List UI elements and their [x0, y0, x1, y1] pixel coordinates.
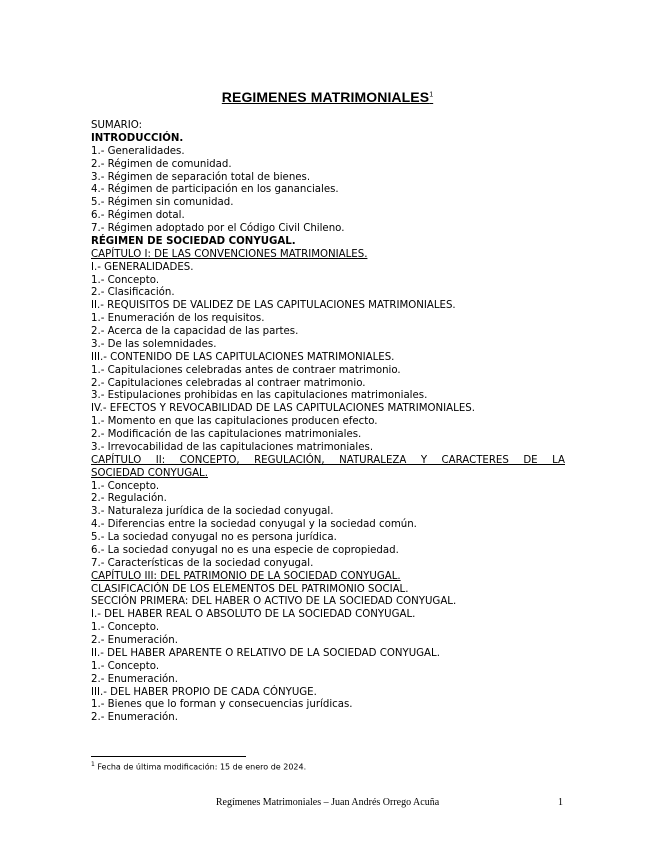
toc-line-text: 3.- Estipulaciones prohibidas en las capitulaciones matrimoniales. — [91, 390, 428, 402]
toc-line — [91, 236, 565, 249]
document-title-text: REGIMENES MATRIMONIALES — [221, 89, 430, 105]
toc-line-text: II.- DEL HABER APARENTE O RELATIVO DE LA SOCIEDAD CONYUGAL. — [91, 647, 440, 659]
title-footnote-ref[interactable]: 1 — [429, 91, 434, 99]
toc-line — [91, 674, 565, 687]
toc-line — [91, 262, 565, 275]
toc-line — [91, 532, 565, 545]
toc-line-text: 2.- Enumeración. — [91, 635, 178, 646]
toc-line-text: 3.- De las solemnidades. — [91, 338, 217, 350]
toc-line — [91, 416, 565, 429]
toc-line-text: 3.- Irrevocabilidad de las capitulaciones matrimoniales. — [91, 441, 374, 453]
toc-line-text: 3.- Régimen de separación total de bienes. — [91, 171, 311, 183]
toc-line — [91, 352, 565, 365]
toc-line — [91, 429, 565, 442]
document-title — [0, 89, 655, 105]
toc-line-text: 4.- Diferencias entre la sociedad conyugal y la sociedad común. — [91, 519, 417, 531]
toc-line — [91, 159, 565, 172]
toc-line-text: 1.- Enumeración de los requisitos. — [91, 313, 265, 325]
toc-line-text: 5.- Régimen sin comunidad. — [91, 197, 234, 209]
toc-line — [91, 622, 565, 635]
toc-line — [91, 596, 565, 609]
toc-line-text: 7.- Características de la sociedad conyugal. — [91, 557, 314, 569]
toc-line: CAPÍTULO II: CONCEPTO, REGULACIÓN, NATURALEZA Y CARACTERES DE LA — [91, 454, 565, 466]
toc-line — [91, 339, 565, 352]
toc-line — [91, 442, 565, 455]
toc-line-text: 2.- Capitulaciones celebradas al contraer matrimonio. — [91, 377, 366, 389]
toc-line — [91, 699, 565, 712]
footnote-marker: 1 — [91, 761, 95, 768]
footnote-separator — [91, 756, 246, 757]
toc-line-text: 1.- Concepto. — [91, 274, 160, 286]
toc-line-text: 2.- Modificación de las capitulaciones matrimoniales. — [91, 429, 362, 440]
toc-line — [91, 648, 565, 661]
toc-line — [91, 184, 565, 197]
toc-line-text: 7.- Régimen adoptado por el Código Civil Chileno. — [91, 223, 345, 234]
toc-line — [91, 133, 565, 146]
toc-line — [91, 403, 565, 416]
toc-line-text: III.- DEL HABER PROPIO DE CADA CÓNYUGE. — [91, 686, 317, 698]
toc-line — [91, 584, 565, 597]
toc-line-text: IV.- EFECTOS Y REVOCABILIDAD DE LAS CAPITULACIONES MATRIMONIALES. — [91, 403, 475, 415]
toc-line — [91, 390, 565, 403]
footnote-text: Fecha de última modificación: 15 de enero de 2024. — [97, 762, 307, 772]
toc-line — [91, 287, 565, 300]
toc-line — [91, 313, 565, 326]
toc-line-text: 1.- Momento en que las capitulaciones producen efecto. — [91, 416, 378, 428]
toc-line-text: 2.- Régimen de comunidad. — [91, 158, 232, 170]
toc-line — [91, 712, 565, 725]
toc-line — [91, 326, 565, 339]
toc-line — [91, 210, 565, 223]
toc-line-text: III.- CONTENIDO DE LAS CAPITULACIONES MATRIMONIALES. — [91, 351, 395, 363]
toc-line-text: II.- REQUISITOS DE VALIDEZ DE LAS CAPITULACIONES MATRIMONIALES. — [91, 300, 456, 312]
toc-line — [91, 571, 565, 584]
toc-line-text: 1.- Capitulaciones celebradas antes de contraer matrimonio. — [91, 364, 401, 376]
toc-line-text: 1.- Bienes que lo forman y consecuencias jurídicas. — [91, 699, 353, 711]
toc-line — [91, 197, 565, 210]
toc-line-text: I.- DEL HABER REAL O ABSOLUTO DE LA SOCIEDAD CONYUGAL. — [91, 609, 416, 621]
toc-line-text: 2.- Enumeración. — [91, 712, 178, 724]
toc-line-text: 1.- Concepto. — [91, 480, 160, 492]
page-footer: Regímenes Matrimoniales – Juan Andrés Orrego Acuña — [215, 797, 440, 808]
toc-line-text: 1.- Concepto. — [91, 622, 160, 634]
toc-line-text: 2.- Clasificación. — [91, 287, 175, 299]
toc-line — [91, 661, 565, 674]
toc-line — [91, 365, 565, 378]
toc-line — [91, 468, 565, 481]
toc-line — [91, 545, 565, 558]
toc-line — [91, 146, 565, 159]
toc-line — [91, 609, 565, 622]
toc-line-text: CAPÍTULO III: DEL PATRIMONIO DE LA SOCIEDAD CONYUGAL. — [91, 570, 401, 582]
footnote — [91, 761, 306, 772]
table-of-contents — [91, 120, 565, 725]
toc-line-text: 6.- La sociedad conyugal no es una especie de copropiedad. — [91, 544, 399, 556]
toc-line-text: 6.- Régimen dotal. — [91, 210, 185, 222]
toc-line-text: SUMARIO: — [91, 120, 143, 131]
toc-line — [91, 635, 565, 648]
toc-line — [91, 300, 565, 313]
toc-line — [91, 378, 565, 391]
toc-line-text: I.- GENERALIDADES. — [91, 261, 194, 273]
toc-line — [91, 558, 565, 571]
toc-line-text: 2.- Regulación. — [91, 493, 167, 505]
toc-line — [91, 493, 565, 506]
toc-line — [91, 519, 565, 532]
toc-line-text: 4.- Régimen de participación en los gananciales. — [91, 184, 339, 196]
toc-line-text: RÉGIMEN DE SOCIEDAD CONYUGAL. — [91, 235, 296, 247]
toc-line-text: CLASIFICACIÓN DE LOS ELEMENTOS DEL PATRIMONIO SOCIAL. — [91, 583, 409, 595]
toc-line-text: 3.- Naturaleza jurídica de la sociedad conyugal. — [91, 506, 334, 518]
toc-line — [91, 120, 565, 133]
toc-line — [91, 506, 565, 519]
toc-line-text: 2.- Enumeración. — [91, 673, 178, 685]
toc-line — [91, 223, 565, 236]
toc-line — [91, 275, 565, 288]
toc-line-text: 1.- Generalidades. — [91, 145, 185, 157]
toc-line — [91, 481, 565, 494]
toc-line-text: CAPÍTULO I: DE LAS CONVENCIONES MATRIMONIALES. — [91, 248, 368, 260]
toc-line — [91, 687, 565, 700]
toc-line — [91, 249, 565, 262]
toc-line — [91, 172, 565, 185]
toc-line-text: 5.- La sociedad conyugal no es persona jurídica. — [91, 532, 337, 543]
toc-line-text: 1.- Concepto. — [91, 660, 160, 672]
toc-line-text: SECCIÓN PRIMERA: DEL HABER O ACTIVO DE LA SOCIEDAD CONYUGAL. — [91, 596, 457, 608]
toc-line-text: 2.- Acerca de la capacidad de las partes. — [91, 326, 299, 337]
toc-line-text: INTRODUCCIÓN. — [91, 132, 184, 144]
toc-line-text: SOCIEDAD CONYUGAL. — [91, 467, 208, 479]
page-number: 1 — [558, 797, 563, 808]
